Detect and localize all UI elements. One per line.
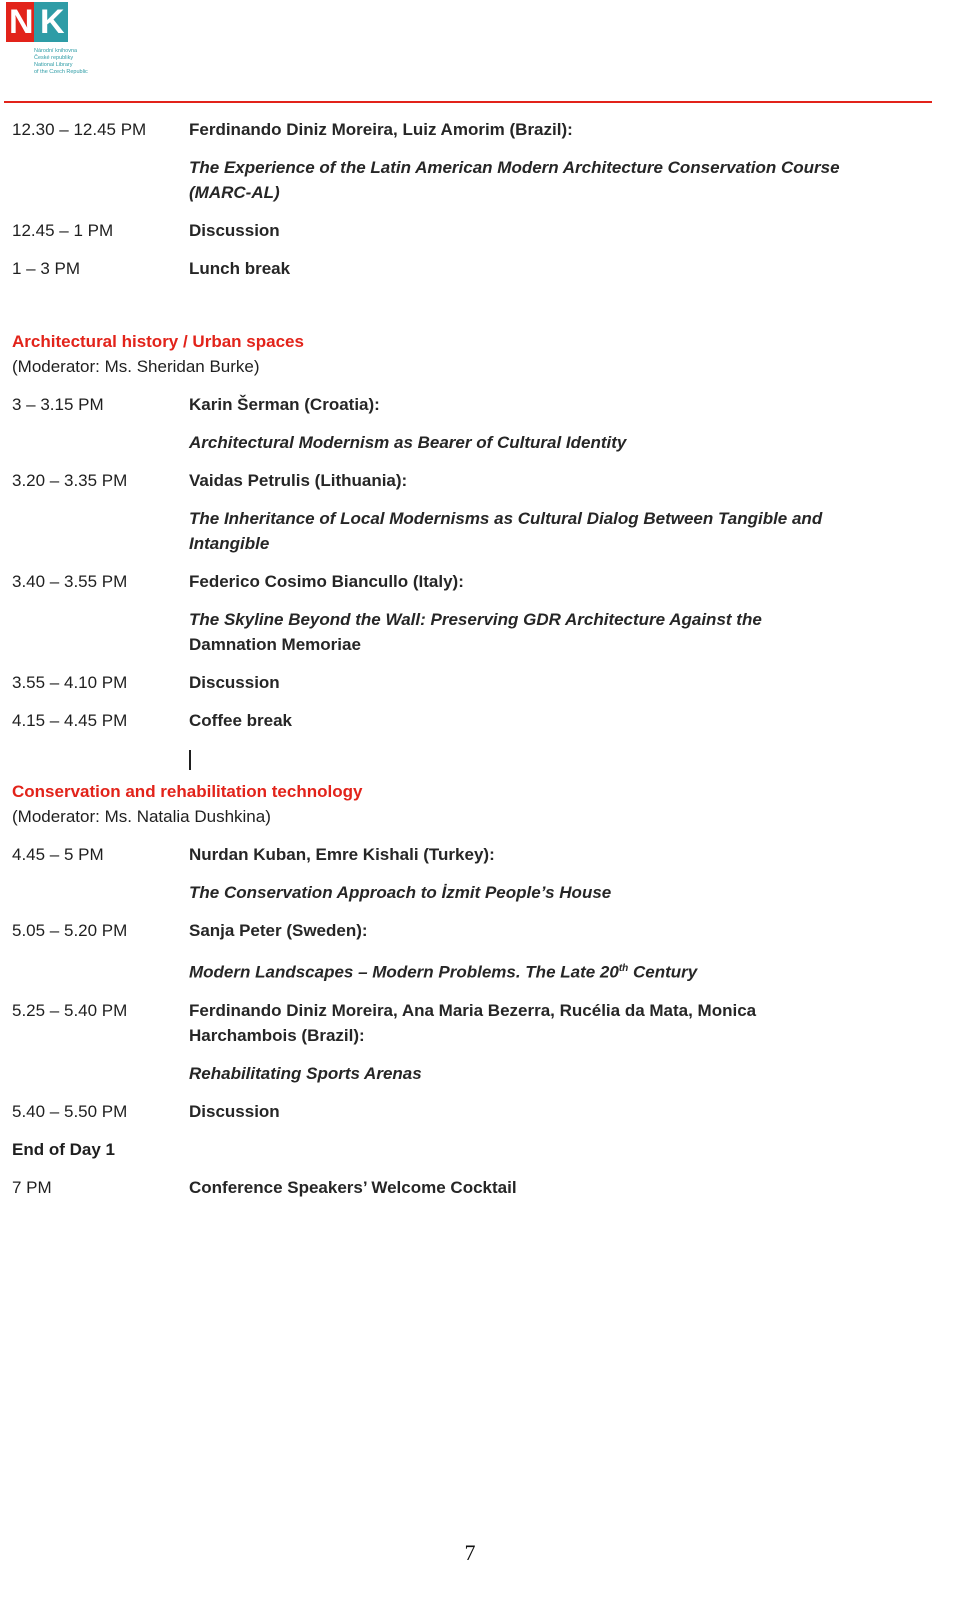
time-slot: 4.45 – 5 PM: [12, 845, 104, 864]
talk-title: [189, 956, 889, 985]
page-number: 7: [464, 1540, 476, 1565]
talk-title-line: The Skyline Beyond the Wall: Preserving GDR Architecture Against the: [189, 610, 762, 629]
nk-logo: [6, 2, 116, 86]
schedule-row: [12, 607, 932, 657]
speaker-line: Harchambois (Brazil):: [189, 1025, 365, 1045]
talk-title-line: Intangible: [189, 534, 270, 553]
time-slot: 7 PM: [12, 1177, 52, 1197]
schedule-row: [12, 155, 932, 205]
schedule-row: [12, 918, 932, 943]
schedule-row: [12, 1175, 932, 1200]
time-slot: 5.25 – 5.40 PM: [12, 1000, 128, 1020]
talk-title: The Conservation Approach to İzmit People’s House: [189, 883, 612, 902]
speaker: Vaidas Petrulis (Lithuania):: [189, 471, 408, 490]
talk-title: [189, 506, 889, 556]
logo-line: Národní knihovna: [34, 48, 78, 54]
logo-line: National Library: [34, 62, 73, 68]
time-slot: 3.20 – 3.35 PM: [12, 471, 128, 490]
time-slot: 5.40 – 5.50 PM: [12, 1101, 128, 1121]
talk-title: [189, 607, 889, 657]
time-slot: 4.15 – 4.45 PM: [12, 711, 128, 730]
speaker: Nurdan Kuban, Emre Kishali (Turkey):: [189, 845, 495, 864]
talk-title-text: Century: [628, 962, 698, 982]
schedule-row: [12, 468, 932, 493]
talk-title-text: Modern Landscapes – Modern Problems. The Late 20: [189, 962, 619, 982]
speaker: Sanja Peter (Sweden):: [189, 921, 368, 940]
time-slot: 3.55 – 4.10 PM: [12, 673, 128, 692]
speaker: Federico Cosimo Biancullo (Italy):: [189, 572, 464, 591]
activity: Lunch break: [189, 259, 291, 278]
ordinal-suffix: th: [618, 963, 629, 974]
activity: Discussion: [189, 221, 280, 240]
schedule-row: [12, 708, 932, 733]
logo-text: [34, 48, 88, 76]
schedule-row: [12, 392, 932, 417]
schedule: [12, 117, 932, 1200]
time-slot: 3.40 – 3.55 PM: [12, 572, 128, 591]
schedule-row: [12, 880, 932, 905]
schedule-row: [12, 998, 932, 1048]
logo-line: of the Czech Republic: [34, 69, 88, 75]
schedule-row: [12, 1137, 932, 1162]
schedule-row: [12, 218, 932, 243]
schedule-row: [12, 670, 932, 695]
schedule-row: [12, 430, 932, 455]
talk-title-line: The Experience of the Latin American Modern Architecture Conservation Course: [189, 158, 840, 177]
moderator: (Moderator: Ms. Sheridan Burke): [12, 357, 260, 376]
time-slot: 5.05 – 5.20 PM: [12, 921, 128, 940]
logo-letter-n: N: [9, 3, 34, 41]
talk-title-line: (MARC-AL): [189, 183, 280, 202]
logo-line: České republiky: [34, 55, 74, 61]
schedule-row: [12, 1061, 932, 1086]
talk-title-line: Damnation Memoriae: [189, 635, 361, 654]
schedule-row: [12, 842, 932, 867]
section-heading: Conservation and rehabilitation technology: [12, 782, 363, 801]
activity: Discussion: [189, 1101, 280, 1121]
activity: Conference Speakers’ Welcome Cocktail: [189, 1177, 517, 1197]
talk-title: Rehabilitating Sports Arenas: [189, 1063, 422, 1083]
activity: Discussion: [189, 673, 280, 692]
schedule-row: [12, 256, 932, 281]
schedule-row: [12, 117, 932, 142]
schedule-row: [12, 506, 932, 556]
time-slot: 12.45 – 1 PM: [12, 221, 114, 240]
day-end: End of Day 1: [12, 1139, 115, 1159]
time-slot: 3 – 3.15 PM: [12, 395, 104, 414]
time-slot: 12.30 – 12.45 PM: [12, 120, 147, 139]
speaker: [189, 998, 889, 1048]
section-heading: Architectural history / Urban spaces: [12, 332, 304, 351]
talk-title-line: The Inheritance of Local Modernisms as Cultural Dialog Between Tangible and: [189, 509, 823, 528]
speaker: Karin Šerman (Croatia):: [189, 395, 380, 414]
logo-k-block: [34, 2, 68, 42]
activity: Coffee break: [189, 711, 292, 730]
logo-letter-k: K: [40, 3, 65, 41]
moderator: (Moderator: Ms. Natalia Dushkina): [12, 807, 271, 826]
logo-n-block: [6, 2, 34, 42]
talk-title: Architectural Modernism as Bearer of Cultural Identity: [189, 433, 627, 452]
schedule-row: [12, 1099, 932, 1124]
time-slot: 1 – 3 PM: [12, 259, 81, 278]
schedule-row: [12, 569, 932, 594]
text-cursor: [189, 750, 191, 770]
speaker: Ferdinando Diniz Moreira, Luiz Amorim (Brazil):: [189, 120, 573, 139]
talk-title: [189, 155, 889, 205]
header-divider: [4, 101, 932, 103]
schedule-row: [12, 956, 932, 985]
speaker-line: Ferdinando Diniz Moreira, Ana Maria Bezerra, Rucélia da Mata, Monica: [189, 1000, 757, 1020]
